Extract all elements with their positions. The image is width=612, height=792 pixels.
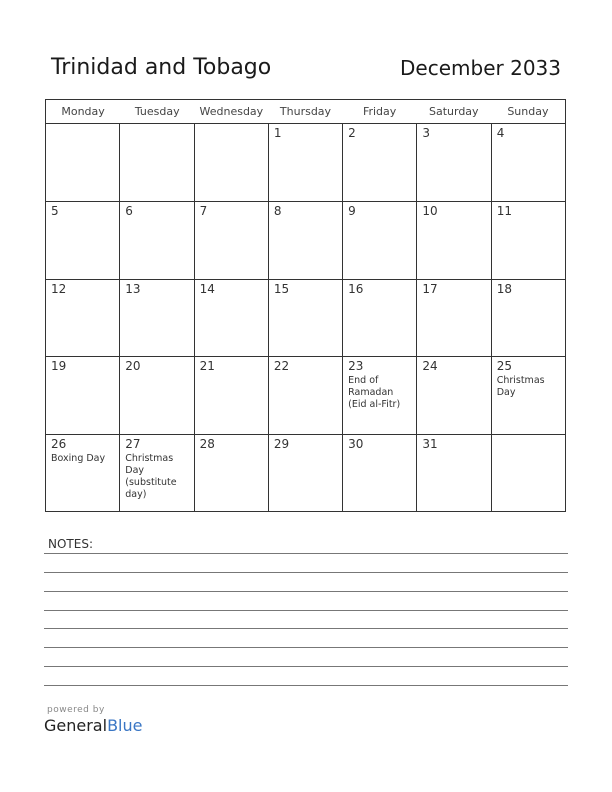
day-number: 3 <box>422 126 431 140</box>
day-cell <box>343 435 417 512</box>
day-cell <box>417 202 491 279</box>
day-cell <box>269 357 343 434</box>
day-cell <box>492 124 565 201</box>
day-number: 25 <box>496 359 512 374</box>
powered-by-text: powered by <box>47 705 105 715</box>
note-line <box>44 685 568 686</box>
day-cell <box>120 435 194 512</box>
day-cell <box>195 357 269 434</box>
day-number: 27 <box>125 437 141 452</box>
day-cell <box>269 202 343 279</box>
day-number: 6 <box>125 203 133 218</box>
day-cell <box>343 202 417 279</box>
day-cell <box>269 280 343 357</box>
weekday-saturday: Saturday <box>428 105 479 118</box>
day-number: 22 <box>273 359 290 374</box>
day-number: 8 <box>273 203 282 218</box>
note-line <box>44 628 568 629</box>
note-line <box>44 572 568 573</box>
week-row <box>46 435 565 512</box>
brand-blue: Blue <box>107 716 143 735</box>
week-row <box>46 357 565 435</box>
day-number: 17 <box>422 281 438 296</box>
weekday-header <box>46 100 565 124</box>
day-cell <box>120 357 194 434</box>
day-number: 18 <box>496 281 512 296</box>
day-cell <box>492 280 565 357</box>
day-cell <box>343 357 417 434</box>
calendar-body <box>46 124 565 512</box>
day-number: 12 <box>51 281 67 296</box>
day-cell <box>269 435 343 512</box>
day-number: 4 <box>496 126 505 140</box>
month-title: December 2033 <box>400 56 561 80</box>
brand-name <box>44 716 142 736</box>
day-number: 15 <box>273 281 290 296</box>
note-line <box>44 647 568 648</box>
day-number: 1 <box>273 126 282 140</box>
notes-label: NOTES: <box>48 537 93 551</box>
day-cell <box>195 202 269 279</box>
day-cell <box>343 124 417 201</box>
day-cell <box>46 124 120 201</box>
weekday-sunday: Sunday <box>507 105 549 118</box>
weekday-wednesday: Wednesday <box>199 105 264 118</box>
day-cell <box>120 124 194 201</box>
day-number: 21 <box>199 359 215 374</box>
holiday-label: End of Ramadan (Eid al-Fitr) <box>348 375 401 411</box>
weekday-tuesday: Tuesday <box>134 105 180 118</box>
note-line <box>44 666 568 667</box>
day-number: 31 <box>422 437 438 452</box>
generalblue-logo <box>44 704 142 736</box>
day-number: 14 <box>199 281 215 296</box>
day-number: 16 <box>348 281 364 296</box>
day-number: 24 <box>422 359 438 374</box>
day-number: 7 <box>199 203 208 218</box>
day-cell <box>417 435 491 512</box>
day-cell <box>46 435 120 512</box>
weekday-monday: Monday <box>61 105 105 118</box>
day-number: 9 <box>348 203 356 218</box>
weekday-friday: Friday <box>362 105 397 118</box>
note-line <box>44 553 568 554</box>
day-number: 10 <box>422 203 438 218</box>
day-cell <box>492 357 565 434</box>
day-number: 13 <box>125 281 141 296</box>
day-number: 23 <box>348 359 364 374</box>
holiday-label: Boxing Day <box>51 453 106 465</box>
day-cell <box>195 280 269 357</box>
day-number: 2 <box>348 126 356 140</box>
country-title: Trinidad and Tobago <box>51 55 272 80</box>
day-cell <box>492 435 565 512</box>
calendar-grid <box>45 99 566 512</box>
holiday-label: Christmas Day (substitute day) <box>125 453 177 501</box>
day-number: 11 <box>496 203 512 218</box>
day-cell <box>120 202 194 279</box>
day-number: 30 <box>348 437 364 452</box>
day-cell <box>120 280 194 357</box>
day-number: 20 <box>125 359 141 374</box>
day-cell <box>46 280 120 357</box>
day-cell <box>195 124 269 201</box>
day-number: 29 <box>273 437 290 452</box>
day-number: 28 <box>199 437 215 452</box>
day-cell <box>417 124 491 201</box>
week-row <box>46 202 565 280</box>
day-number: 26 <box>51 437 67 452</box>
day-number: 19 <box>51 359 67 374</box>
weekday-thursday: Thursday <box>279 105 332 118</box>
day-cell <box>417 280 491 357</box>
day-cell <box>195 435 269 512</box>
day-cell <box>269 124 343 201</box>
day-number: 5 <box>51 203 59 218</box>
day-cell <box>492 202 565 279</box>
note-line <box>44 610 568 611</box>
day-cell <box>46 202 120 279</box>
holiday-label: Christmas Day <box>496 375 545 399</box>
week-row <box>46 280 565 358</box>
day-cell <box>417 357 491 434</box>
week-row <box>46 124 565 202</box>
day-cell <box>46 357 120 434</box>
brand-general: General <box>44 716 108 735</box>
note-line <box>44 591 568 592</box>
day-cell <box>343 280 417 357</box>
